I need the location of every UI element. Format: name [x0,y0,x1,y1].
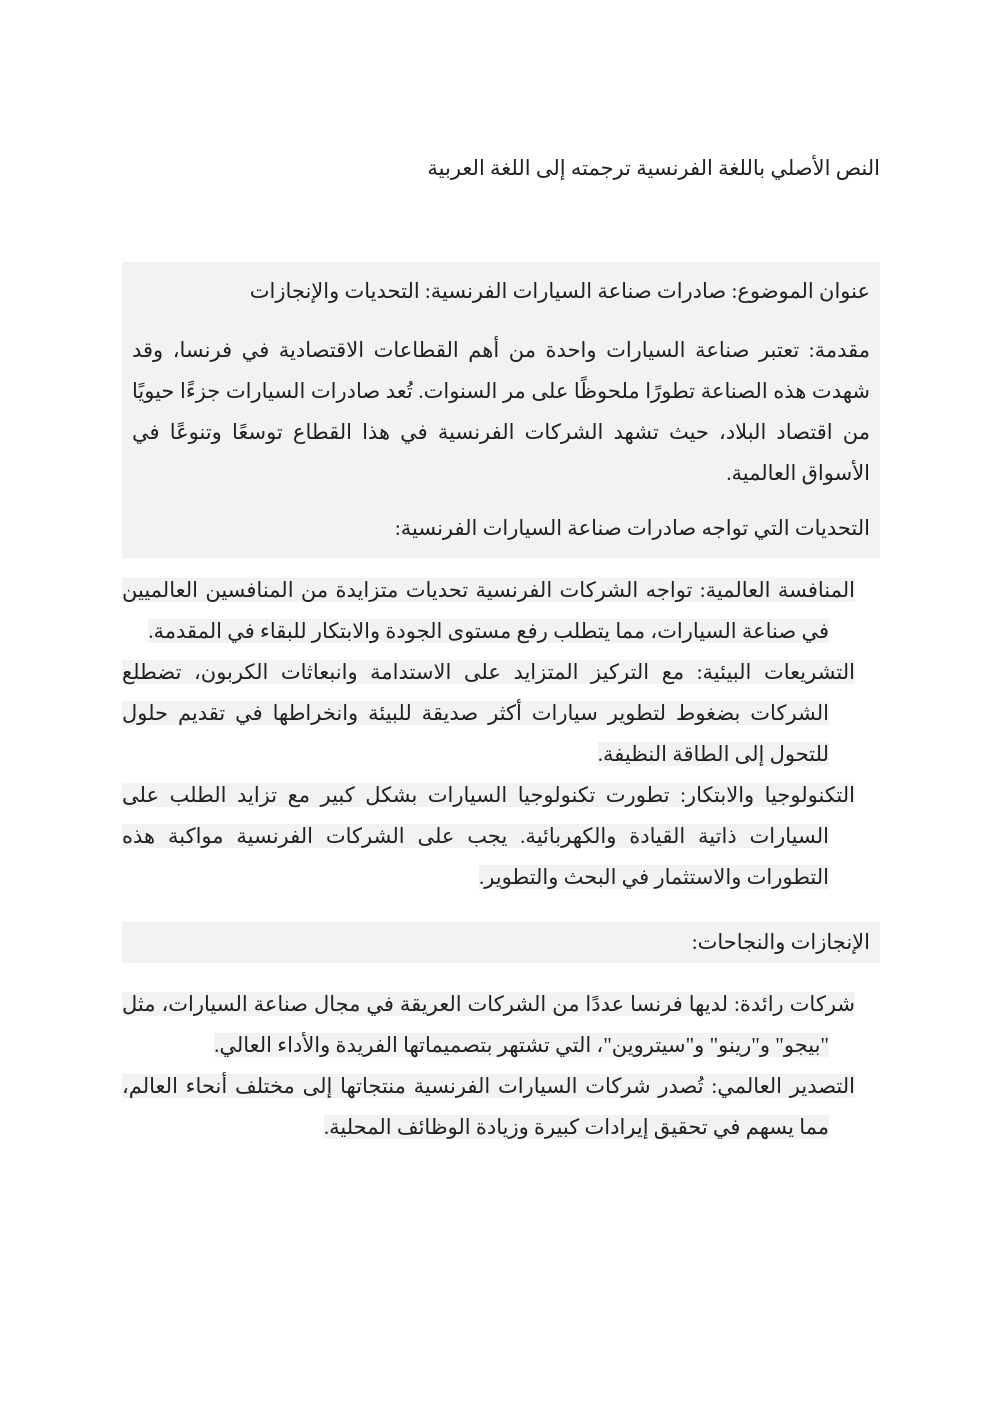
achievements-heading: الإنجازات والنجاحات: [691,930,870,954]
challenge-item-environment [122,652,855,775]
topic-heading: عنوان الموضوع: صادرات صناعة السيارات الفرنسية: التحديات والإنجازات [249,279,870,303]
achievements-list [122,984,855,1148]
achievement-item-companies [122,984,855,1066]
challenge-item-technology-text: التكنولوجيا والابتكار: تطورت تكنولوجيا السيارات بشكل كبير مع تزايد الطلب على السيارات ذاتية القيادة والكهربائية. يجب على الشركات الفرنسية مواكبة هذه التطورات والاستثمار في البحث والتطوير. [122,783,855,889]
challenge-item-competition [122,570,855,652]
achievement-item-exports [122,1066,855,1148]
intro-paragraph: مقدمة: تعتبر صناعة السيارات واحدة من أهم القطاعات الاقتصادية في فرنسا، وقد شهدت هذه الصناعة تطورًا ملحوظًا على مر السنوات. تُعد صادرات السيارات جزءًا حيويًا من اقتصاد البلاد، حيث تشهد الشركات الفرنسية في هذا القطاع توسعًا وتنوعًا في الأسواق العالمية. [132,338,870,485]
challenges-list [122,570,855,898]
achievement-item-exports-text: التصدير العالمي: تُصدر شركات السيارات الفرنسية منتجاتها إلى مختلف أنحاء العالم، مما يسهم في تحقيق إيرادات كبيرة وزيادة الوظائف المحلية. [122,1074,855,1139]
topic-block [122,262,880,558]
document-title: النص الأصلي باللغة الفرنسية ترجمته إلى اللغة العربية [427,156,880,180]
achievement-item-companies-text: شركات رائدة: لديها فرنسا عددًا من الشركات العريقة في مجال صناعة السيارات، مثل "بيجو" و"رينو" و"سيتروين"، التي تشتهر بتصميماتها الفريدة والأداء العالي. [122,992,855,1057]
challenge-item-competition-text: المنافسة العالمية: تواجه الشركات الفرنسية تحديات متزايدة من المنافسين العالميين في صناعة السيارات، مما يتطلب رفع مستوى الجودة والابتكار للبقاء في المقدمة. [122,578,855,643]
challenges-heading: التحديات التي تواجه صادرات صناعة السيارات الفرنسية: [394,516,870,540]
achievements-heading-block [122,922,880,963]
challenge-item-environment-text: التشريعات البيئية: مع التركيز المتزايد على الاستدامة وانبعاثات الكربون، تضطلع الشركات بضغوط لتطوير سيارات أكثر صديقة للبيئة وانخراطها في تقديم حلول للتحول إلى الطاقة النظيفة. [122,660,855,766]
challenge-item-technology [122,775,855,898]
